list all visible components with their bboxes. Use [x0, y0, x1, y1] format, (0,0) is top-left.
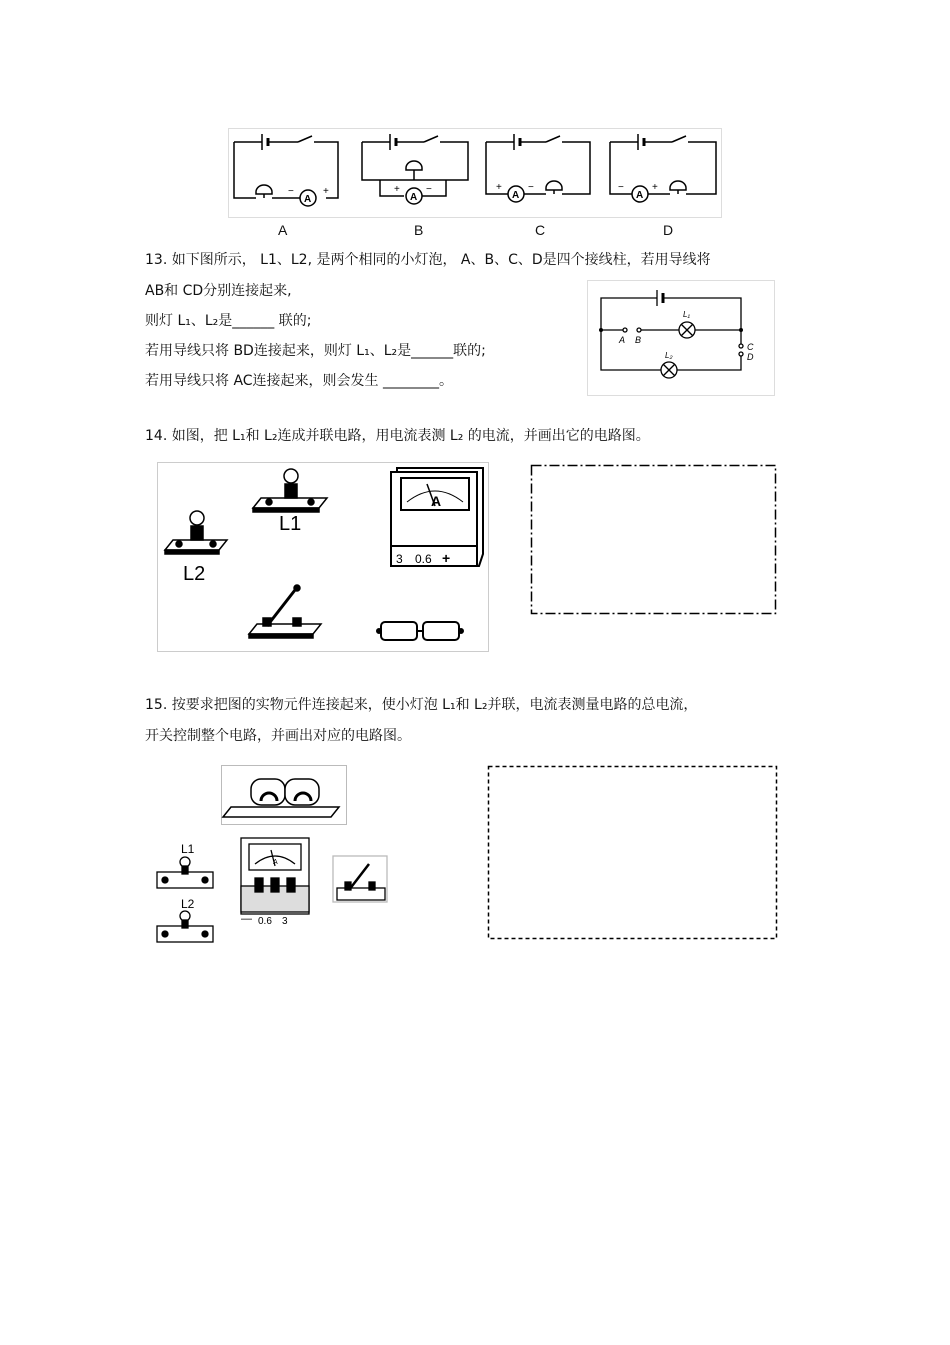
q15-bulb-l2-label: L2 [181, 897, 195, 911]
q15-ammeter-face-symbol: A [273, 859, 278, 866]
option-b-label: B [414, 222, 424, 238]
option-d-label: D [663, 222, 674, 238]
plus-sign-c: + [496, 182, 502, 193]
terminal-06-label: 0.6 [415, 552, 432, 566]
ammeter-c-symbol: A [512, 190, 520, 201]
q15-line2: 开关控制整个电路，并画出对应的电路图。 [145, 728, 411, 744]
terminal-a: A [619, 335, 626, 345]
q12-circuits-figure [228, 128, 722, 218]
battery-pack-icon [377, 622, 463, 640]
q15-terminal-06: 0.6 [258, 916, 272, 927]
q14-components-figure [157, 462, 489, 652]
circuit-d [610, 134, 716, 202]
ammeter-icon [391, 468, 483, 566]
q13-line5: 若用导线只将 AC连接起来，则会发生 ________。 [145, 373, 454, 389]
plus-sign-d: + [652, 182, 658, 193]
minus-sign-c: − [528, 182, 534, 193]
ammeter-a-symbol: A [304, 194, 312, 205]
q15-components-figure [155, 836, 391, 946]
q14-answer-box[interactable] [530, 464, 778, 616]
minus-sign-b: − [426, 184, 432, 195]
terminal-d: D [747, 352, 754, 362]
plus-sign-b: + [394, 184, 400, 195]
q15-terminal-3: 3 [282, 916, 288, 927]
ammeter-b-symbol: A [410, 192, 418, 203]
q15-battery-figure [221, 765, 347, 825]
q15-terminal-minus: — [241, 913, 252, 925]
terminal-b: B [635, 335, 642, 345]
q15-ammeter-icon [241, 838, 309, 914]
q15-bulb-l2-icon [157, 911, 213, 942]
ammeter-d-symbol: A [636, 190, 644, 201]
ammeter-face-symbol: A [431, 493, 442, 509]
q14-text: 14. 如图，把 L₁和 L₂连成并联电路，用电流表测 L₂ 的电流，并画出它的电路图。 [145, 428, 650, 444]
lamp-l1-label: L₁ [683, 310, 690, 319]
q15-bulb-l1-icon [157, 857, 213, 888]
q13-circuit-figure [587, 280, 775, 396]
bulb-l2-label: L2 [183, 563, 206, 585]
q15-bulb-l1-label: L1 [181, 842, 195, 856]
q13-line2: AB和 CD分别连接起来, [145, 283, 292, 299]
option-a-label: A [278, 222, 288, 238]
option-c-label: C [535, 222, 546, 238]
bulb-l1-icon [253, 469, 327, 512]
terminal-3-label: 3 [396, 552, 403, 566]
q15-line1: 15. 按要求把图的实物元件连接起来，使小灯泡 L₁和 L₂并联，电流表测量电路的总电流， [145, 697, 698, 713]
q13-line1: 13. 如下图所示， L1、L2, 是两个相同的小灯泡， A、B、C、D是四个接线柱，若用导线将 [145, 252, 711, 268]
terminal-c: C [747, 342, 754, 352]
bulb-l1-label: L1 [279, 513, 302, 535]
minus-sign-d: − [618, 182, 624, 193]
q13-line4: 若用导线只将 BD连接起来，则灯 L₁、L₂是______联的; [145, 343, 486, 359]
minus-sign-a: − [288, 186, 294, 197]
plus-sign-a: + [323, 186, 329, 197]
bulb-l2-icon [165, 511, 227, 554]
switch-icon [249, 585, 321, 638]
lamp-l2-label: L₂ [665, 351, 673, 360]
q15-switch-icon [333, 856, 387, 902]
q15-answer-box[interactable] [487, 765, 779, 941]
terminal-plus-label: + [442, 550, 451, 566]
q13-line3: 则灯 L₁、L₂是______ 联的; [145, 313, 312, 329]
